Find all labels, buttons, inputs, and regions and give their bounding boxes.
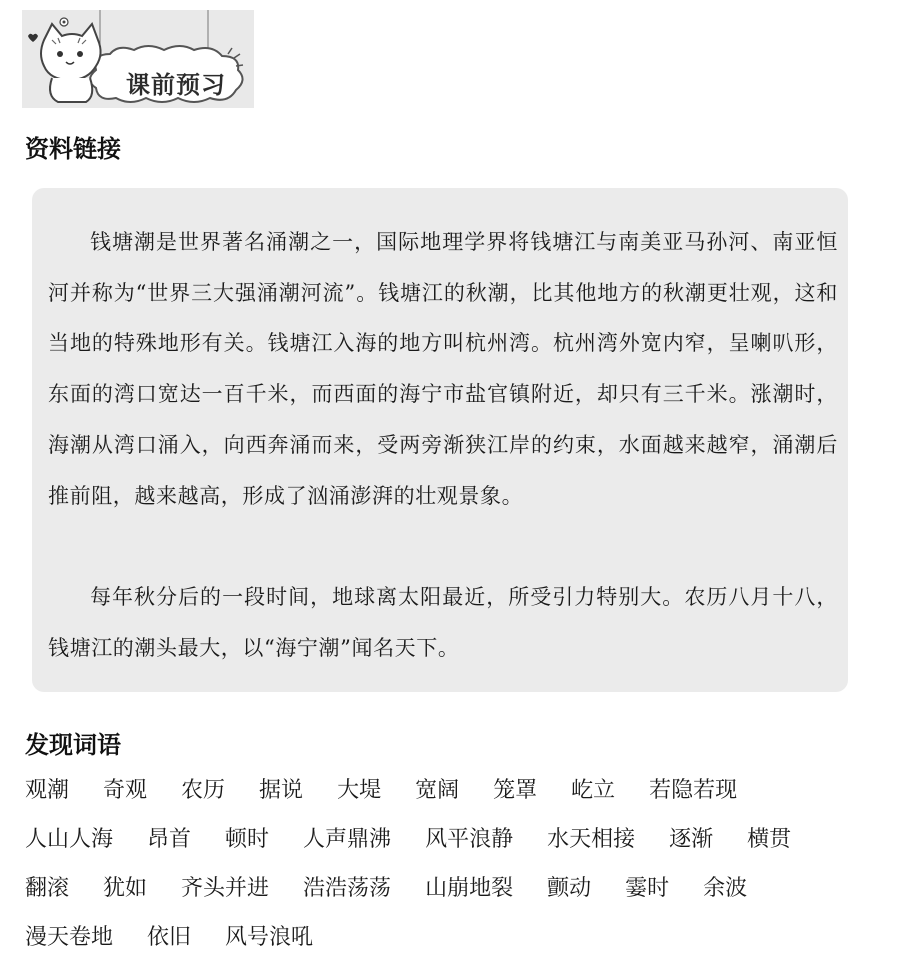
vocab-word: 逐渐 [669,827,714,852]
vocab-word: 若隐若现 [649,778,738,803]
banner-title: 课前预习 [126,71,226,99]
vocab-word: 山崩地裂 [425,876,514,901]
vocab-word: 风号浪吼 [225,925,314,950]
vocab-word: 昂首 [147,827,192,852]
vocab-word: 笼罩 [493,778,538,803]
vocab-word: 农历 [181,778,226,803]
vocab-word: 颤动 [547,876,592,901]
vocab-word: 浩浩荡荡 [303,876,392,901]
vocab-word: 顿时 [225,827,270,852]
vocab-word: 据说 [259,778,304,803]
section-title-resources: 资料链接 [25,135,121,163]
vocab-word: 余波 [703,876,748,901]
vocab-word: 漫天卷地 [25,925,114,950]
section-banner [22,10,254,108]
vocab-word: 奇观 [103,778,148,803]
vocab-word: 大堤 [337,778,382,803]
passage-paragraph: 每年秋分后的一段时间，地球离太阳最近，所受引力特别大。农历八月十八，钱塘江的潮头最大，以“海宁潮”闻名天下。 [48,585,838,660]
vocab-word: 风平浪静 [425,827,514,852]
section-title-vocabulary: 发现词语 [25,731,121,759]
vocab-word: 翻滚 [25,876,70,901]
vocab-word: 横贯 [747,827,792,852]
vocab-word: 观潮 [25,778,70,803]
vocab-word: 水天相接 [547,827,636,852]
passage-paragraph: 钱塘潮是世界著名涌潮之一，国际地理学界将钱塘江与南美亚马孙河、南亚恒河并称为“世界三大强涌潮河流”。钱塘江的秋潮，比其他地方的秋潮更壮观，这和当地的特殊地形有关。钱塘江入海的地方叫杭州湾。杭州湾外宽内窄，呈喇叭形，东面的湾口宽达一百千米，而西面的海宁市盐官镇附近，却只有三千米。涨潮时，海潮从湾口涌入，向西奔涌而来，受两旁渐狭江岸的约束，水面越来越窄，涌潮后推前阻，越来越高，形成了汹涌澎湃的壮观景象。 [48,230,838,508]
vocab-word: 犹如 [103,876,148,901]
vocab-word: 宽阔 [415,778,460,803]
vocab-word: 屹立 [571,778,616,803]
vocab-word: 人声鼎沸 [303,827,392,852]
vocab-word: 人山人海 [25,827,114,852]
vocab-word: 霎时 [625,876,670,901]
vocabulary-list [25,766,875,962]
vocab-word: 依旧 [147,925,192,950]
vocab-word: 齐头并进 [181,876,270,901]
